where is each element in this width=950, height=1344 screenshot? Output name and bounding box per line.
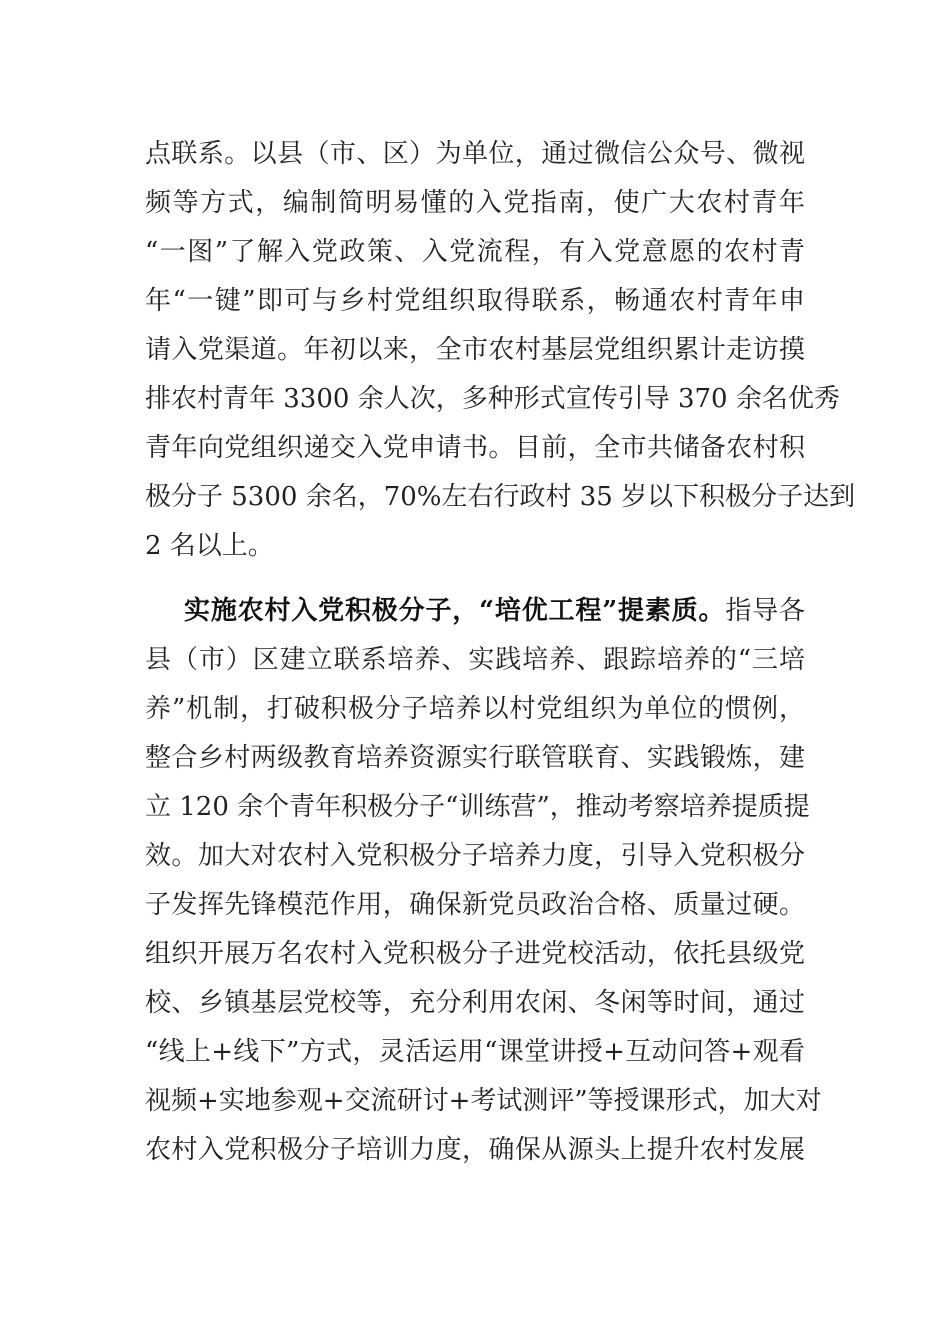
- paragraph-2-line-8: 组织开展万名农村入党积极分子进党校活动，依托县级党: [145, 939, 805, 969]
- paragraph-1-line-4: 年“一键”即可与乡村党组织取得联系，畅通农村青年申: [145, 286, 805, 316]
- paragraph-2-line-12: 农村入党积极分子培训力度，确保从源头上提升农村发展: [145, 1135, 805, 1165]
- paragraph-2-line-2: 县（市）区建立联系培养、实践培养、跟踪培养的“三培: [145, 645, 805, 675]
- paragraph-1-line-3: “一图”了解入党政策、入党流程，有入党意愿的农村青: [145, 237, 805, 267]
- paragraph-1-line-7: 青年向党组织递交入党申请书。目前，全市共储备农村积: [145, 433, 805, 463]
- paragraph-1-line-8: 极分子 5300 余名，70%左右行政村 35 岁以下积极分子达到: [145, 482, 856, 512]
- paragraph-1-line-9: 2 名以上。: [145, 531, 274, 561]
- paragraph-2-first-line-rest: 指导各: [725, 596, 805, 626]
- paragraph-2-line-9: 校、乡镇基层党校等，充分利用农闲、冬闲等时间，通过: [145, 988, 805, 1018]
- paragraph-1-line-6: 排农村青年 3300 余人次，多种形式宣传引导 370 余名优秀: [145, 384, 840, 414]
- paragraph-2-line-10: “线上+线下”方式，灵活运用“课堂讲授+互动问答+观看: [145, 1037, 805, 1067]
- paragraph-2-line-6: 效。加大对农村入党积极分子培养力度，引导入党积极分: [145, 841, 805, 871]
- paragraph-2-lead-heading: 实施农村入党积极分子，“培优工程”提素质。: [184, 596, 726, 626]
- paragraph-2-line-11: 视频+实地参观+交流研讨+考试测评”等授课形式，加大对: [145, 1086, 822, 1116]
- paragraph-2-line-1: [184, 593, 805, 629]
- paragraph-2-line-3: 养”机制，打破积极分子培养以村党组织为单位的惯例，: [145, 694, 805, 724]
- paragraph-1-line-1: 点联系。以县（市、区）为单位，通过微信公众号、微视: [145, 139, 805, 169]
- paragraph-1-line-2: 频等方式，编制简明易懂的入党指南，使广大农村青年: [145, 188, 805, 218]
- paragraph-2-line-5: 立 120 余个青年积极分子“训练营”，推动考察培养提质提: [145, 792, 810, 822]
- paragraph-1-line-5: 请入党渠道。年初以来，全市农村基层党组织累计走访摸: [145, 335, 805, 365]
- paragraph-2-line-4: 整合乡村两级教育培养资源实行联管联育、实践锻炼，建: [145, 743, 805, 773]
- paragraph-2-line-7: 子发挥先锋模范作用，确保新党员政治合格、质量过硬。: [145, 890, 805, 920]
